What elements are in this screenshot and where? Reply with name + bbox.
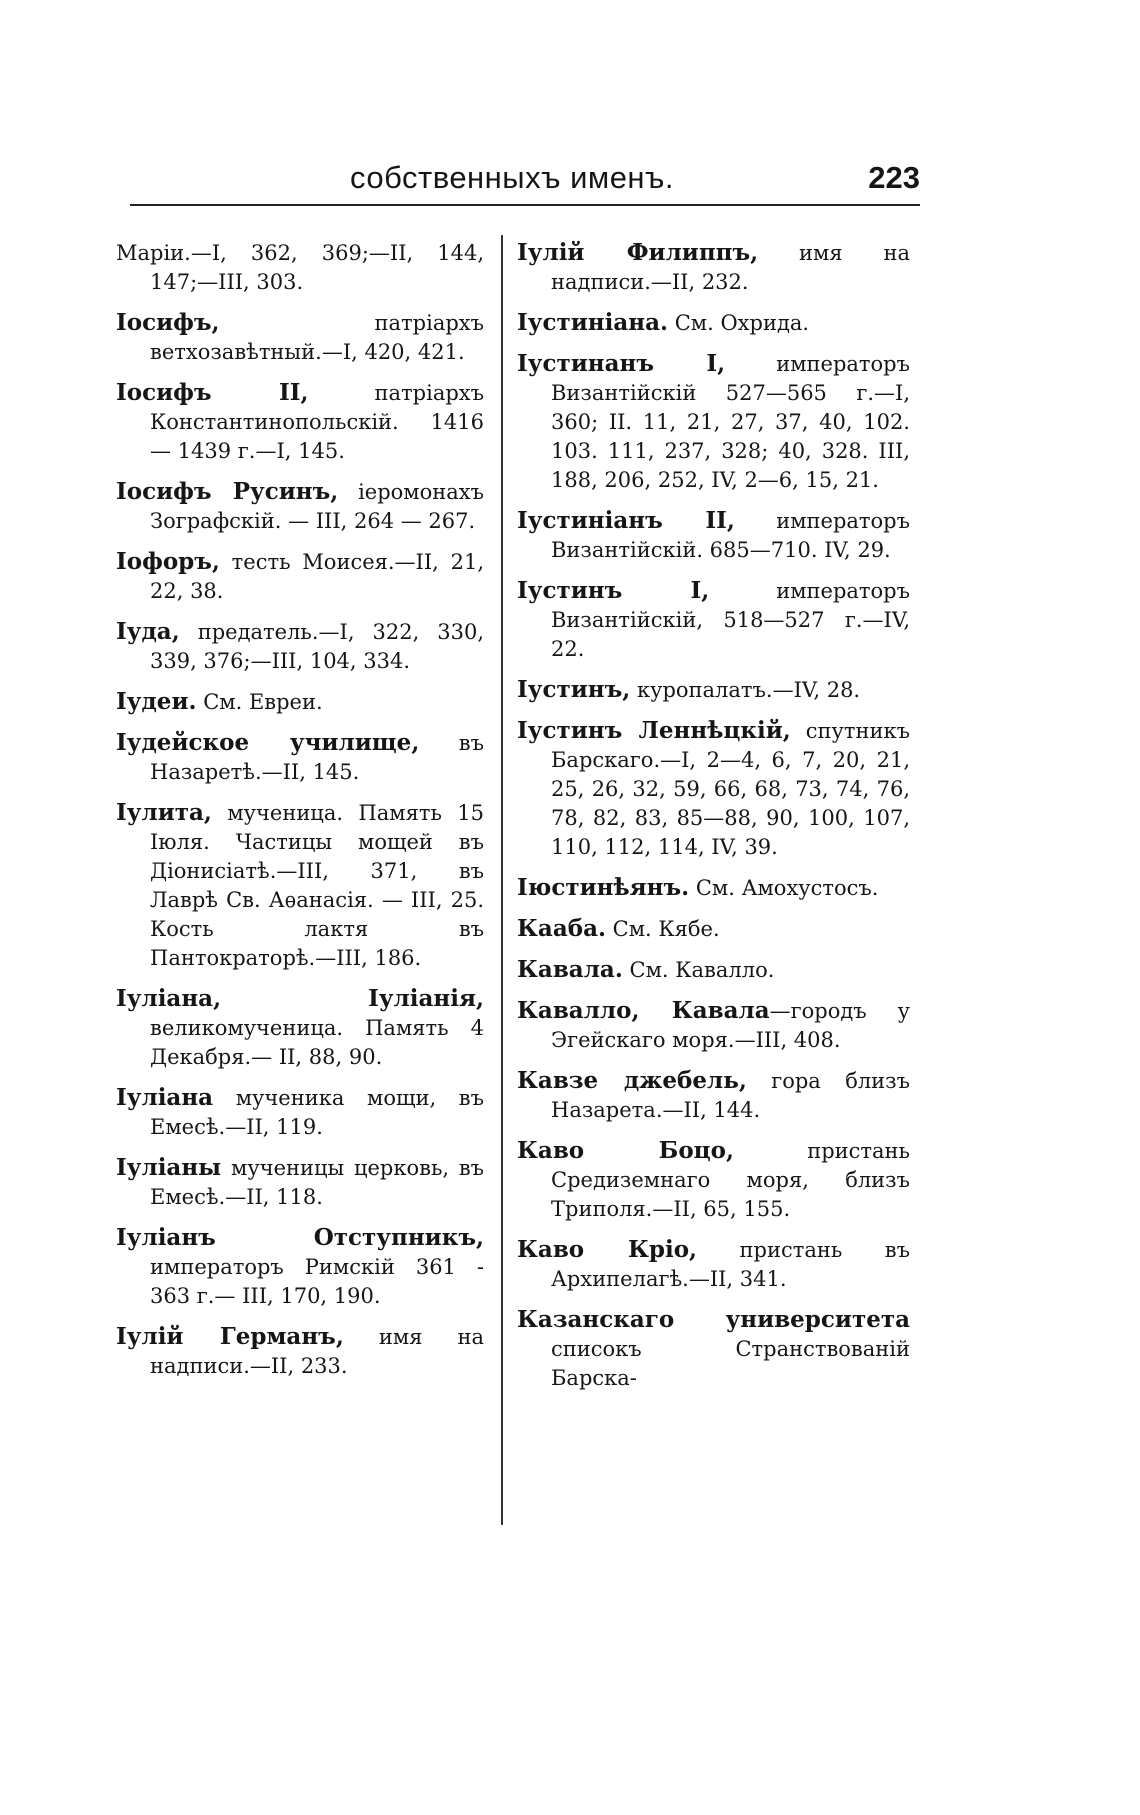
entry-heading: Іулій Филиппъ,: [517, 239, 759, 266]
index-entry: [517, 1305, 910, 1393]
index-entry: [116, 477, 484, 536]
entry-body: имя на надписи.—II, 233.: [150, 1325, 484, 1378]
entry-body: списокъ Странствованій Барска-: [551, 1337, 910, 1390]
entry-body: императоръ Византійскій 527—565 г.—I, 360; II. 11, 21, 27, 37, 40, 102. 103. 111, 237, 328; 40, 328. III, 188, 206, 252, IV, 2—6, 15, 21.: [551, 352, 910, 492]
entry-body: предатель.—I, 322, 330, 339, 376;—III, 104, 334.: [150, 620, 484, 673]
entry-body: пристань Средиземнаго моря, близъ Триполя.—II, 65, 155.: [551, 1139, 910, 1221]
index-entry: [517, 1066, 910, 1125]
entry-body: въ Назаретѣ.—II, 145.: [150, 731, 484, 784]
entry-body: гора близъ Назарета.—II, 144.: [551, 1069, 910, 1122]
index-entry: [517, 238, 910, 297]
index-entry: [116, 308, 484, 367]
entry-heading: Іосифъ,: [116, 309, 220, 336]
index-entry: [116, 798, 484, 973]
right-column: [517, 238, 910, 1404]
entry-body: мученицы церковь, въ Емесѣ.—II, 118.: [150, 1156, 484, 1209]
entry-body: См. Кавалло.: [622, 958, 775, 982]
entry-heading: Кавала.: [517, 956, 623, 983]
entry-heading: Іофоръ,: [116, 548, 220, 575]
index-entry: [517, 308, 910, 338]
entry-heading: Іудеи.: [116, 688, 197, 715]
entry-body: —городъ у Эгейскаго моря.—III, 408.: [551, 999, 910, 1052]
running-head: [130, 160, 920, 204]
entry-body: великомученица. Память 4 Декабря.— II, 88, 90.: [150, 1016, 484, 1069]
index-entry: [517, 996, 910, 1055]
entry-heading: Іустиніана.: [517, 309, 669, 336]
entry-heading: Каво Кріо,: [517, 1236, 698, 1263]
index-entry: [116, 617, 484, 676]
running-title: собственныхъ именъ.: [350, 160, 675, 195]
entry-body: императоръ Византійскій. 685—710. IV, 29.: [551, 509, 910, 562]
index-entry: [517, 716, 910, 862]
index-entry: [517, 873, 910, 903]
index-entry: [116, 378, 484, 466]
index-entry: [517, 349, 910, 495]
entry-heading: Іустинанъ I,: [517, 350, 726, 377]
entry-heading: Каво Боцо,: [517, 1137, 735, 1164]
index-entry: [517, 955, 910, 985]
entry-body: имя на надписи.—II, 232.: [551, 241, 910, 294]
index-entry: [116, 1223, 484, 1311]
entry-heading: Іуліана: [116, 1084, 214, 1111]
entry-heading: Іустиніанъ II,: [517, 507, 735, 534]
index-entry: [116, 547, 484, 606]
index-entry: [517, 1235, 910, 1294]
entry-body: См. Охрида.: [668, 311, 810, 335]
entry-body: См. Кябе.: [605, 917, 720, 941]
left-column: [116, 238, 484, 1392]
entry-heading: Іосифъ II,: [116, 379, 309, 406]
entry-heading: Іустинъ I,: [517, 577, 710, 604]
index-entry: [517, 1136, 910, 1224]
entry-heading: Казанскаго университета: [517, 1306, 910, 1333]
entry-heading: Іуда,: [116, 618, 180, 645]
entry-heading: Іустинъ Леннѣцкій,: [517, 717, 791, 744]
entry-heading: Іосифъ Русинъ,: [116, 478, 339, 505]
index-entry: [116, 728, 484, 787]
entry-heading: Іуліанъ Отступникъ,: [116, 1224, 484, 1251]
index-entry: [116, 238, 484, 297]
entry-body: патріархъ ветхозавѣтный.—I, 420, 421.: [150, 311, 484, 364]
entry-body: императоръ Римскій 361 - 363 г.— III, 170, 190.: [150, 1255, 484, 1308]
index-entry: [116, 1322, 484, 1381]
entry-body: мученица. Память 15 Іюля. Частицы мощей въ Діонисіатѣ.—III, 371, въ Лаврѣ Св. Аѳанасія. — III, 25. Кость лактя въ Пантократорѣ.—III, 186.: [150, 801, 484, 970]
entry-body: См. Евреи.: [196, 690, 323, 714]
entry-body: куропалатъ.—IV, 28.: [630, 678, 861, 702]
entry-heading: Іулита,: [116, 799, 212, 826]
index-entry: [116, 1083, 484, 1142]
entry-heading: Іустинъ,: [517, 676, 631, 703]
entry-heading: Іуліана, Іуліанія,: [116, 985, 484, 1012]
entry-body: пристань въ Архипелагѣ.—II, 341.: [551, 1238, 910, 1291]
entry-body: См. Амохустосъ.: [689, 876, 879, 900]
index-entry: [116, 1153, 484, 1212]
index-entry: [517, 576, 910, 664]
entry-heading: Кавзе джебель,: [517, 1067, 747, 1094]
entry-body: спутникъ Барскаго.—I, 2—4, 6, 7, 20, 21, 25, 26, 32, 59, 66, 68, 73, 74, 76, 78, 82, 83, 85—88, 90, 100, 107, 110, 112, 114, IV, 39.: [551, 719, 911, 859]
column-divider: [501, 235, 503, 1525]
entry-body: императоръ Византійскій, 518—527 г.—IV, 22.: [551, 579, 910, 661]
header-rule: [130, 204, 920, 206]
entry-heading: Іюстинѣянъ.: [517, 874, 690, 901]
page-number: 223: [868, 160, 920, 195]
entry-body: іеромонахъ Зографскій. — III, 264 — 267.: [150, 480, 485, 533]
entry-heading: Іуліаны: [116, 1154, 222, 1181]
entry-heading: Кавалло, Кавала: [517, 997, 770, 1024]
index-entry: [517, 675, 910, 705]
index-entry: [116, 687, 484, 717]
entry-heading: Іудейское училище,: [116, 729, 420, 756]
entry-heading: Кааба.: [517, 915, 606, 942]
index-entry: [116, 984, 484, 1072]
entry-body: мученика мощи, въ Емесѣ.—II, 119.: [150, 1086, 484, 1139]
entry-body: патріархъ Константинопольскій. 1416 — 1439 г.—I, 145.: [150, 381, 484, 463]
entry-body: тесть Моисея.—II, 21, 22, 38.: [150, 550, 484, 603]
index-entry: [517, 914, 910, 944]
entry-heading: Іулій Германъ,: [116, 1323, 344, 1350]
index-entry: [517, 506, 910, 565]
entry-body: Маріи.—I, 362, 369;—II, 144, 147;—III, 303.: [116, 241, 484, 294]
